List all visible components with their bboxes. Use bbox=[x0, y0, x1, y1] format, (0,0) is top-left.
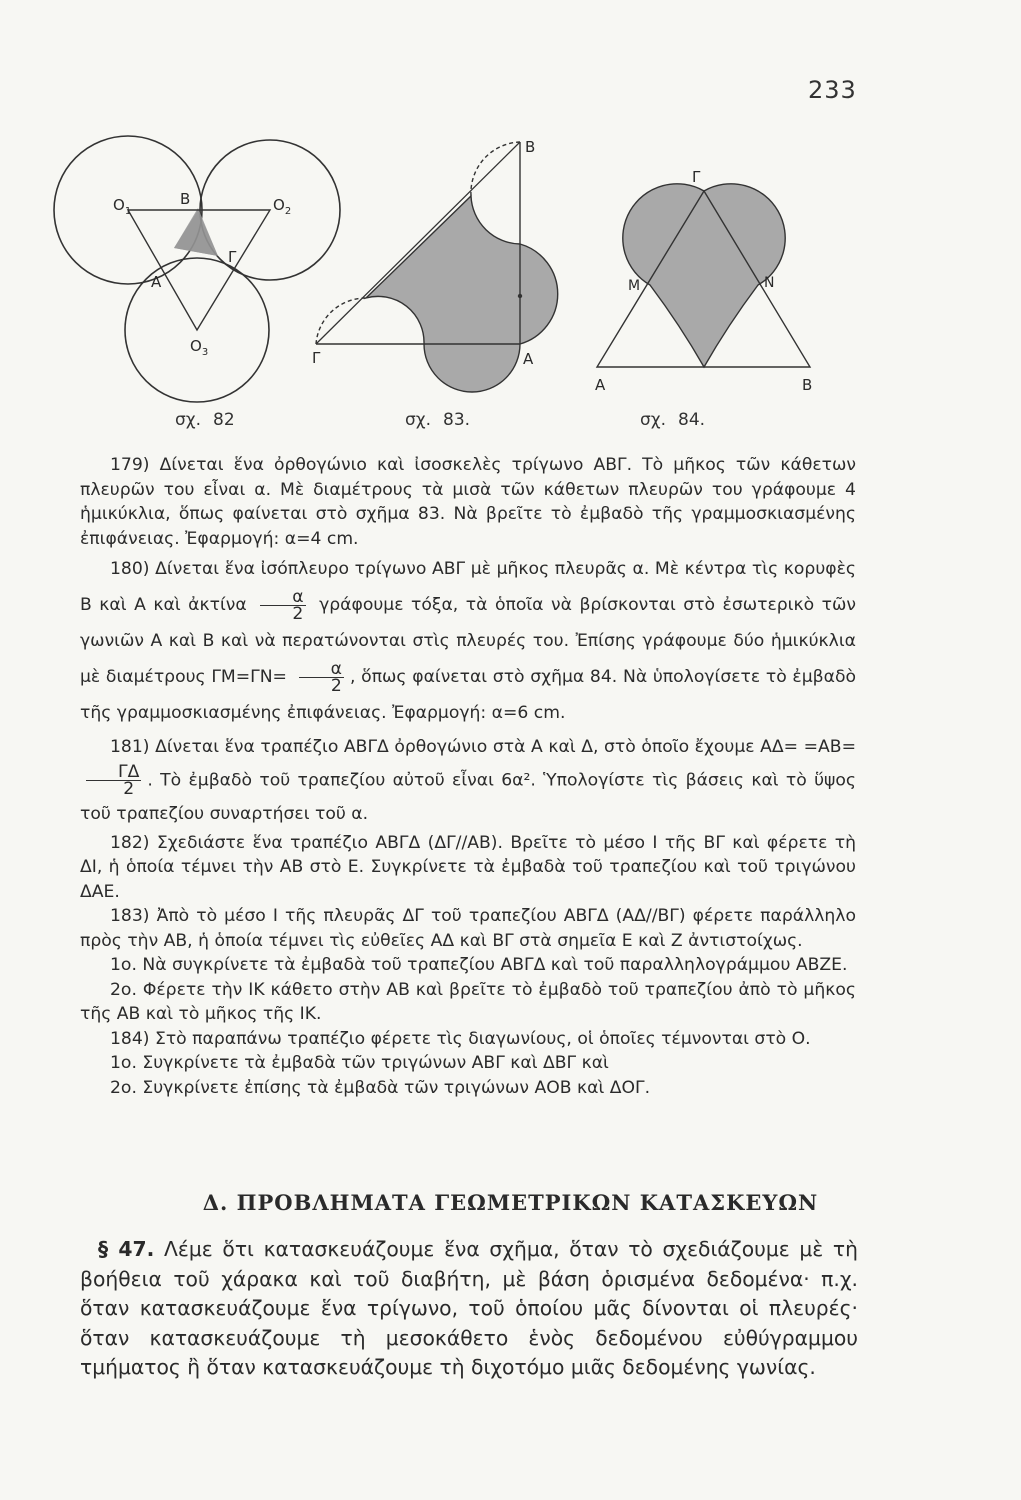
figure-83 bbox=[305, 130, 575, 400]
label-o2: $O_2$ bbox=[273, 196, 292, 217]
shaded-heart bbox=[623, 184, 785, 367]
label-b: B bbox=[180, 190, 191, 208]
label-a: A bbox=[523, 350, 534, 368]
exercise-184-part1: 1ο. Συγκρίνετε τὰ ἐμβαδὰ τῶν τριγώνων ΑΒΓ καὶ ΔΒΓ καὶ bbox=[110, 1053, 609, 1073]
figure-84 bbox=[585, 155, 830, 400]
fraction: $\frac{\Gamma\Delta}{2}$ bbox=[86, 764, 141, 797]
fraction: $\frac{\alpha}{2}$ bbox=[260, 589, 305, 622]
label-b: B bbox=[525, 138, 536, 156]
exercise-181: 181) Δίνεται ἕνα τραπέζιο ΑΒΓΔ ὀρθογώνιο στὰ Α καὶ Δ, στὸ ὁποῖο ἔχουμε ΑΔ= =ΑΒ= $\frac{\Gamma\Delta}{2}$ . Τὸ ἐμβαδὸ τοῦ τραπεζίου αὐτοῦ εἶναι 6α². Ὑπολογίστε τὶς βάσεις καὶ τὸ ὕψος τοῦ τραπεζίου συναρτήσει τοῦ α. bbox=[80, 737, 856, 824]
exercise-183-part2: 2ο. Φέρετε τὴν ΙΚ κάθετο στὴν ΑΒ καὶ βρεῖτε τὸ ἐμβαδὸ τοῦ τραπεζίου ἀπὸ τὸ μῆκος τῆς ΑΒ καὶ τὸ μῆκος τῆς ΙΚ. bbox=[80, 979, 856, 1024]
exercise-182: 182) Σχεδιάστε ἕνα τραπέζιο ΑΒΓΔ (ΔΓ//ΑΒ). Βρεῖτε τὸ μέσο Ι τῆς ΒΓ καὶ φέρετε τὴ ΔΙ, ἡ ὁποία τέμνει τὴν ΑΒ στὸ Ε. Συγκρίνετε τὰ ἐμβαδὰ τοῦ τραπεζίου καὶ τοῦ τριγώνου ΔΑΕ. bbox=[80, 832, 856, 902]
exercise-184: 184) Στὸ παραπάνω τραπέζιο φέρετε τὶς διαγωνίους, οἱ ὁποῖες τέμνονται στὸ Ο. bbox=[110, 1028, 811, 1049]
figure-82-caption: σχ. 82 bbox=[175, 410, 235, 430]
label-g: Γ bbox=[692, 168, 701, 186]
exercise-183-part1: 1ο. Νὰ συγκρίνετε τὰ ἐμβαδὰ τοῦ τραπεζίου ΑΒΓΔ καὶ τοῦ παραλληλογράμμου ΑΒΖΕ. bbox=[110, 955, 848, 975]
label-m: M bbox=[628, 278, 641, 294]
label-o1: $O_1$ bbox=[113, 196, 132, 217]
exercise-184-part2: 2ο. Συγκρίνετε ἐπίσης τὰ ἐμβαδὰ τῶν τριγώνων ΑΟΒ καὶ ΔΟΓ. bbox=[110, 1077, 651, 1098]
exercise-180: 180) Δίνεται ἕνα ἰσόπλευρο τρίγωνο ΑΒΓ μὲ μῆκος πλευρᾶς α. Μὲ κέντρα τὶς κορυφὲς Β καὶ Α καὶ ἀκτίνα $\frac{\alpha}{2}$ γράφουμε τόξα, τὰ ὁποῖα νὰ βρίσκονται στὸ ἐσωτερικὸ τῶν γωνιῶν Α καὶ Β καὶ νὰ περατώνονται στὶς πλευρές του. Ἐπίσης γράφουμε δύο ἡμικύκλια μὲ διαμέτρους ΓΜ=ΓΝ= $\frac{\alpha}{2}$ , ὅπως φαίνεται στὸ σχῆμα 84. Νὰ ὑπολογίσετε τὸ ἐμβαδὸ τῆς γραμμοσκιασμένης ἐπιφάνειας. Ἐφαρμογή: α=6 cm. bbox=[80, 559, 856, 723]
figure-83-caption: σχ. 83. bbox=[405, 410, 471, 430]
section-paragraph: § 47. Λέμε ὅτι κατασκευάζουμε ἕνα σχῆμα, ὅταν τὸ σχεδιάζουμε μὲ τὴ βοήθεια τοῦ χάρακα καὶ τοῦ διαβήτη, μὲ βάση ὁρισμένα δεδομένα· π.χ. ὅταν κατασκευάζουμε ἕνα τρίγωνο, τοῦ ὁποίου μᾶς δίνονται οἱ πλευρές· ὅταν κατασκευάζουμε τὴ μεσοκάθετο ἑνὸς δεδομένου εὐθύγραμμου τμήματος ἢ ὅταν κατασκευάζουμε τὴ διχοτόμο μιᾶς δεδομένης γωνίας. bbox=[80, 1237, 858, 1379]
midpoint-dot bbox=[518, 294, 522, 298]
exercise-179: 179) Δίνεται ἕνα ὀρθογώνιο καὶ ἰσοσκελὲς τρίγωνο ΑΒΓ. Τὸ μῆκος τῶν κάθετων πλευρῶν του εἶναι α. Μὲ διαμέτρους τὰ μισὰ τῶν κάθετων πλευρῶν του γράφουμε 4 ἡμικύκλια, ὅπως φαίνεται στὸ σχῆμα 83. Νὰ βρεῖτε τὸ ἐμβαδὸ τῆς γραμμοσκιασμένης ἐπιφάνειας. Ἐφαρμογή: α=4 cm. bbox=[80, 455, 856, 549]
label-n: N bbox=[764, 275, 775, 291]
label-a: A bbox=[595, 376, 606, 394]
label-b: B bbox=[802, 376, 813, 394]
label-o3: $O_3$ bbox=[190, 337, 209, 358]
section-symbol: § 47. bbox=[98, 1237, 155, 1261]
exercise-183: 183) Ἀπὸ τὸ μέσο Ι τῆς πλευρᾶς ΔΓ τοῦ τραπεζίου ΑΒΓΔ (ΑΔ//ΒΓ) φέρετε παράλληλο πρὸς τὴν ΑΒ, ἡ ὁποία τέμνει τὶς εὐθεῖες ΑΔ καὶ ΒΓ στὰ σημεῖα Ε καὶ Ζ ἀντιστοίχως. bbox=[80, 906, 856, 951]
figure-84-caption: σχ. 84. bbox=[640, 410, 706, 430]
section-title: Δ. ΠΡΟΒΛΗΜΑΤΑ ΓΕΩΜΕΤΡΙΚΩΝ ΚΑΤΑΣΚΕΥΩΝ bbox=[202, 1190, 819, 1215]
exercises bbox=[80, 453, 856, 1100]
label-g: Γ bbox=[228, 248, 237, 266]
page-number: 233 bbox=[808, 76, 857, 104]
label-g: Γ bbox=[312, 349, 321, 367]
fraction: $\frac{\alpha}{2}$ bbox=[299, 661, 344, 694]
label-a: A bbox=[151, 273, 162, 291]
